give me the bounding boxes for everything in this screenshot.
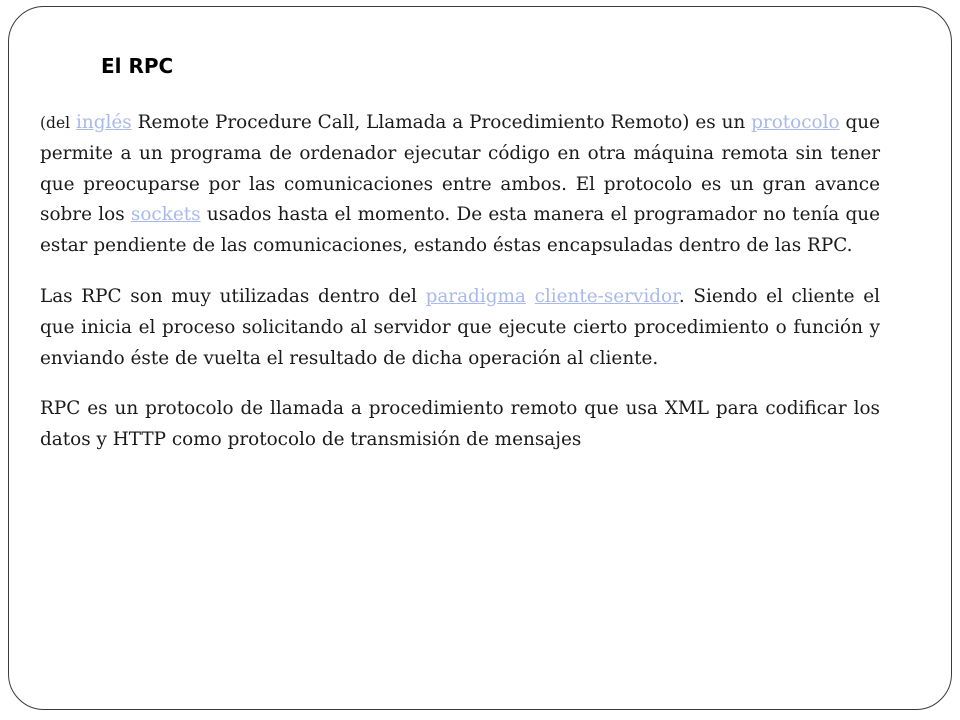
slide-title: El RPC (101, 54, 174, 78)
link-paradigma[interactable]: paradigma (425, 285, 526, 307)
link-protocolo[interactable]: protocolo (751, 112, 840, 133)
paragraph-client-server (40, 282, 880, 374)
paragraph-text: RPC es un protocolo de llamada a procedimiento remoto que usa XML para codificar los datos y HTTP como protocolo de transmisión de mensajes (40, 398, 880, 451)
paragraph-text: . Siendo el cliente el que inicia el proceso solicitando al servidor que ejecute cierto procedimiento o función y enviando éste de vuelta el resultado de dicha operación al cliente. (40, 285, 880, 369)
paragraph-rpc-definition (40, 108, 880, 262)
link-cliente-servidor[interactable]: cliente-servidor (534, 285, 679, 307)
slide-body (40, 108, 880, 476)
paragraph-text: usados hasta el momento. De esta manera el programador no tenía que estar pendiente de las comunicaciones, estando éstas encapsuladas dentro de las RPC. (40, 204, 880, 257)
paragraph-xml-rpc (40, 394, 880, 456)
paragraph-lead: (del (40, 114, 71, 132)
link-ingles[interactable]: inglés (76, 112, 132, 133)
paragraph-text: Las RPC son muy utilizadas dentro del (40, 285, 426, 307)
link-sockets[interactable]: sockets (130, 204, 201, 226)
paragraph-text: Remote Procedure Call, Llamada a Procedimiento Remoto) es un (131, 112, 752, 133)
paragraph-text: que permite a un programa de ordenador ejecutar código en otra máquina remota sin tener que preocuparse por las comunicaciones entre ambos. El protocolo es un gran avance sobre los (40, 112, 880, 226)
